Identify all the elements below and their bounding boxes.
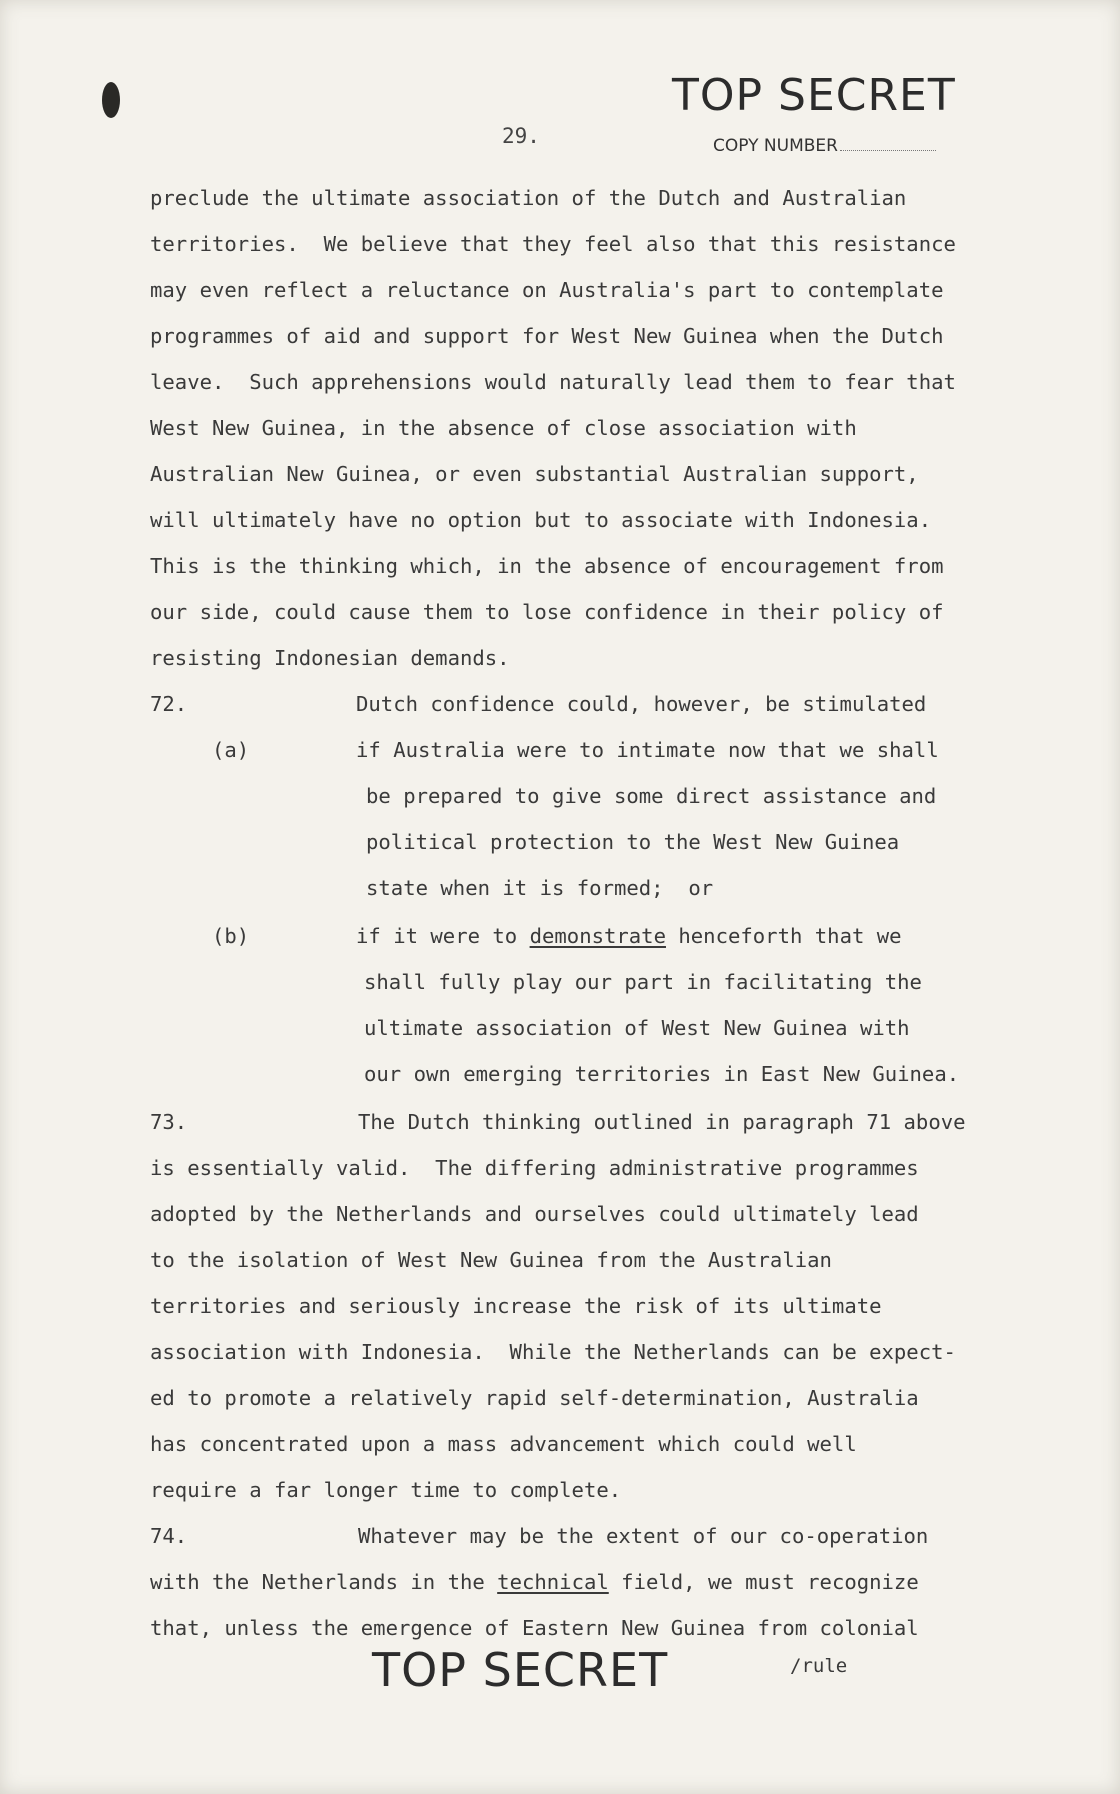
text-line: be prepared to give some direct assistance and xyxy=(366,784,937,808)
text-line: state when it is formed; or xyxy=(366,876,714,900)
paragraph-number: 74. xyxy=(150,1524,188,1548)
text-segment: henceforth that we xyxy=(665,924,902,948)
text-line: is essentially valid. The differing administrative programmes xyxy=(150,1156,919,1180)
classification-stamp-bottom: TOP SECRET xyxy=(372,1643,669,1697)
underlined-word: technical xyxy=(497,1570,609,1594)
text-line: West New Guinea, in the absence of close association with xyxy=(150,416,857,440)
text-line: The Dutch thinking outlined in paragraph 71 above xyxy=(358,1110,966,1134)
text-line: preclude the ultimate association of the Dutch and Australian xyxy=(150,186,907,210)
catchword: /rule xyxy=(790,1655,848,1677)
page-number: 29. xyxy=(502,124,540,148)
text-line xyxy=(356,924,902,948)
text-line: ed to promote a relatively rapid self-determination, Australia xyxy=(150,1386,919,1410)
underlined-word: demonstrate xyxy=(529,924,666,948)
text-line: adopted by the Netherlands and ourselves could ultimately lead xyxy=(150,1202,919,1226)
text-line: Whatever may be the extent of our co-operation xyxy=(358,1524,929,1548)
text-line: association with Indonesia. While the Netherlands can be expect- xyxy=(150,1340,956,1364)
text-line: resisting Indonesian demands. xyxy=(150,646,510,670)
text-line: Dutch confidence could, however, be stimulated xyxy=(356,692,927,716)
list-label: (b) xyxy=(212,924,250,948)
text-line: to the isolation of West New Guinea from the Australian xyxy=(150,1248,832,1272)
text-line: our own emerging territories in East New Guinea. xyxy=(364,1062,960,1086)
classification-stamp-top: TOP SECRET xyxy=(672,70,956,121)
paragraph-number: 73. xyxy=(150,1110,188,1134)
copy-number-label: COPY NUMBER xyxy=(713,136,838,156)
text-segment: with the Netherlands in the xyxy=(150,1570,498,1594)
text-line: that, unless the emergence of Eastern New Guinea from colonial xyxy=(150,1616,919,1640)
text-line: if Australia were to intimate now that we shall xyxy=(356,738,939,762)
text-segment: if it were to xyxy=(356,924,530,948)
text-line: our side, could cause them to lose confidence in their policy of xyxy=(150,600,944,624)
text-line: leave. Such apprehensions would naturally lead them to fear that xyxy=(150,370,956,394)
text-line: will ultimately have no option but to associate with Indonesia. xyxy=(150,508,932,532)
text-line: require a far longer time to complete. xyxy=(150,1478,622,1502)
text-segment: field, we must recognize xyxy=(608,1570,919,1594)
list-label: (a) xyxy=(212,738,250,762)
text-line: ultimate association of West New Guinea with xyxy=(364,1016,910,1040)
text-line: This is the thinking which, in the absence of encouragement from xyxy=(150,554,944,578)
text-line: programmes of aid and support for West New Guinea when the Dutch xyxy=(150,324,944,348)
text-line xyxy=(150,1570,919,1594)
text-line: political protection to the West New Guinea xyxy=(366,830,900,854)
text-line: may even reflect a reluctance on Australia's part to contemplate xyxy=(150,278,944,302)
text-line: has concentrated upon a mass advancement which could well xyxy=(150,1432,857,1456)
punch-hole xyxy=(102,82,120,118)
paragraph-number: 72. xyxy=(150,692,188,716)
text-line: shall fully play our part in facilitating the xyxy=(364,970,922,994)
copy-number-field xyxy=(713,136,936,156)
copy-number-blank xyxy=(840,150,936,151)
text-line: Australian New Guinea, or even substantial Australian support, xyxy=(150,462,919,486)
text-line: territories and seriously increase the risk of its ultimate xyxy=(150,1294,882,1318)
text-line: territories. We believe that they feel also that this resistance xyxy=(150,232,956,256)
